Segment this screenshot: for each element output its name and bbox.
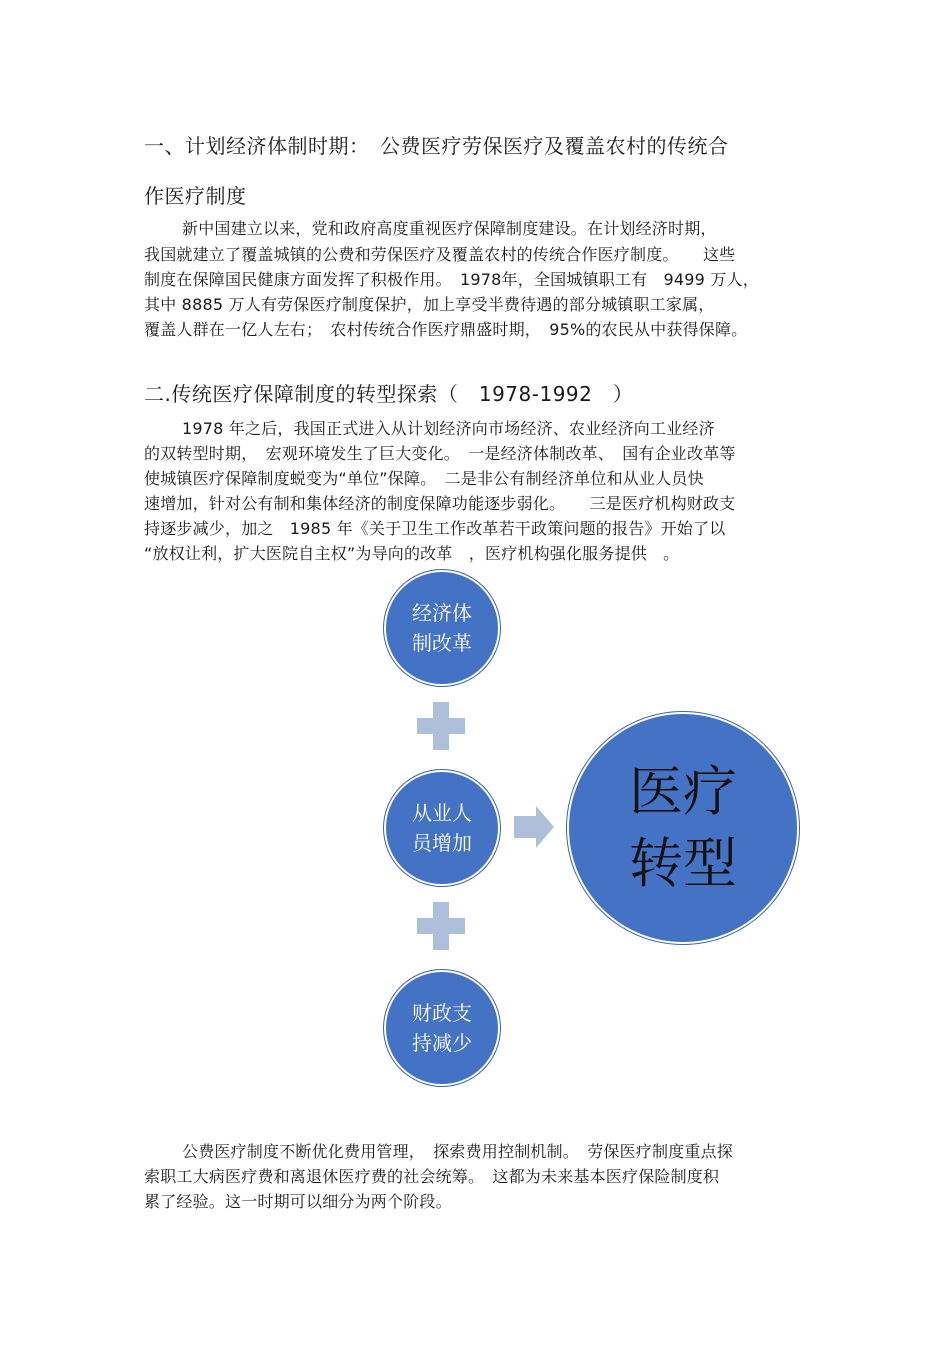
node-label: 制改革	[412, 631, 472, 655]
section2-paragraph-line: “放权让利，扩大医院自主权”为导向的改革 ，医疗机构强化服务提供 。	[144, 544, 680, 563]
diagram-node-economic-reform	[384, 570, 500, 686]
section3-paragraph-line: 累了经验。这一时期可以细分为两个阶段。	[144, 1192, 452, 1211]
result-label: 转型	[629, 832, 737, 895]
node-label: 财政支	[412, 1001, 472, 1025]
section3-paragraph-line: 索职工大病医疗费和离退休医疗费的社会统筹。 这都为未来基本医疗保险制度积	[144, 1167, 720, 1186]
section2-paragraph-line: 持逐步减少，加之 1985 年《关于卫生工作改革若干政策问题的报告》开始了以	[144, 519, 726, 538]
section3-paragraph-line: 公费医疗制度不断优化费用管理， 探索费用控制机制。 劳保医疗制度重点探	[182, 1142, 734, 1161]
node-label: 经济体	[412, 601, 472, 625]
section1-paragraph-line: 新中国建立以来，党和政府高度重视医疗保障制度建设。在计划经济时期，	[182, 219, 717, 238]
section1-paragraph-line: 覆盖人群在一亿人左右； 农村传统合作医疗鼎盛时期， 95%的农民从中获得保障。	[144, 320, 748, 339]
node-label: 从业人	[412, 801, 472, 825]
plus-icon	[417, 702, 465, 750]
diagram-node-workforce-increase	[384, 770, 500, 886]
section1-paragraph-line: 其中 8885 万人有劳保医疗制度保护，加上享受半费待遇的部分城镇职工家属，	[144, 295, 715, 314]
section2-paragraph-line: 使城镇医疗保障制度蜕变为“单位”保障。 二是非公有制经济单位和从业人员快	[144, 469, 704, 488]
section1-paragraph-line: 制度在保障国民健康方面发挥了积极作用。 1978年，全国城镇职工有 9499 万人，	[144, 270, 759, 289]
node-label: 持减少	[412, 1031, 472, 1055]
diagram-node-fiscal-support-decrease	[384, 970, 500, 1086]
section2-paragraph-line: 的双转型时期， 宏观环境发生了巨大变化。 一是经济体制改革、 国有企业改革等	[144, 444, 736, 463]
node-label: 员增加	[412, 831, 472, 855]
result-label: 医疗	[629, 760, 737, 823]
section1-heading-continued: 作医疗制度	[144, 184, 247, 208]
arrow-right-icon	[514, 806, 554, 848]
plus-icon	[417, 902, 465, 950]
section2-paragraph-line: 速增加，针对公有制和集体经济的制度保障功能逐步弱化。 三是医疗机构财政支	[144, 494, 736, 513]
section1-heading: 一、计划经济体制时期： 公费医疗劳保医疗及覆盖农村的传统合	[144, 134, 729, 158]
section1-paragraph-line: 我国就建立了覆盖城镇的公费和劳保医疗及覆盖农村的传统合作医疗制度。 这些	[144, 245, 736, 264]
diagram-result-medical-transformation	[567, 712, 799, 944]
section2-paragraph-line: 1978 年之后，我国正式进入从计划经济向市场经济、农业经济向工业经济	[182, 419, 715, 438]
section2-heading: 二.传统医疗保障制度的转型探索（ 1978-1992 ）	[144, 382, 634, 406]
